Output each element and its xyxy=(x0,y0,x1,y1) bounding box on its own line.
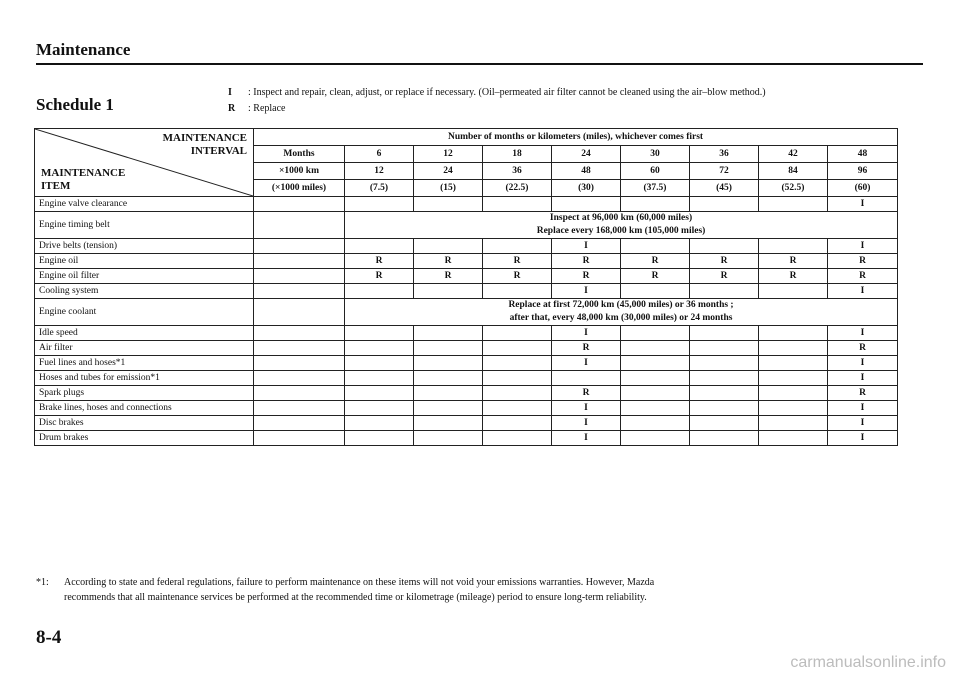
legend-replace-code: R xyxy=(228,103,236,114)
schedule-cell xyxy=(483,371,552,386)
months-value: 48 xyxy=(828,146,898,163)
schedule-cell: R xyxy=(552,341,621,356)
miles-value: (52.5) xyxy=(759,180,828,197)
schedule-cell xyxy=(621,341,690,356)
schedule-cell xyxy=(621,356,690,371)
schedule-cell xyxy=(345,371,414,386)
schedule-cell xyxy=(414,401,483,416)
schedule-cell xyxy=(483,284,552,299)
item-name: Drum brakes xyxy=(35,431,254,446)
km-label: ×1000 km xyxy=(254,163,345,180)
miles-value: (60) xyxy=(828,180,898,197)
table-row xyxy=(35,401,898,416)
item-cell-empty xyxy=(254,254,345,269)
span-note-line: after that, every 48,000 km (30,000 miles) or 24 months xyxy=(509,313,733,323)
item-cell-empty xyxy=(254,431,345,446)
item-cell-empty xyxy=(254,386,345,401)
schedule-cell xyxy=(345,341,414,356)
schedule-cell xyxy=(759,239,828,254)
schedule-cell xyxy=(621,386,690,401)
schedule-cell: R xyxy=(483,254,552,269)
legend-inspect-code: I xyxy=(228,87,232,98)
legend-inspect: I : Inspect and repair, clean, adjust, or replace if necessary. (Oil–permeated air filter cannot be cleaned using the air–blow method.) xyxy=(228,87,766,98)
schedule-cell: R xyxy=(345,269,414,284)
schedule-cell xyxy=(690,341,759,356)
schedule-cell xyxy=(759,326,828,341)
table-row xyxy=(35,239,898,254)
km-value: 24 xyxy=(414,163,483,180)
schedule-cell: I xyxy=(828,356,898,371)
item-name: Spark plugs xyxy=(35,386,254,401)
top-rule xyxy=(36,63,923,65)
schedule-cell xyxy=(621,284,690,299)
span-note-line: Replace every 168,000 km (105,000 miles) xyxy=(536,226,706,236)
schedule-cell xyxy=(621,239,690,254)
table-row xyxy=(35,299,898,326)
km-value: 48 xyxy=(552,163,621,180)
km-value: 60 xyxy=(621,163,690,180)
schedule-cell: I xyxy=(828,284,898,299)
item-name: Air filter xyxy=(35,341,254,356)
months-value: 30 xyxy=(621,146,690,163)
schedule-cell: R xyxy=(483,269,552,284)
schedule-cell xyxy=(414,386,483,401)
schedule-cell: R xyxy=(552,254,621,269)
months-value: 24 xyxy=(552,146,621,163)
schedule-cell xyxy=(759,416,828,431)
schedule-cell xyxy=(483,416,552,431)
schedule-cell: I xyxy=(828,401,898,416)
schedule-cell xyxy=(483,386,552,401)
schedule-cell xyxy=(345,386,414,401)
schedule-cell xyxy=(759,197,828,212)
item-name: Engine coolant xyxy=(35,299,254,326)
item-name: Fuel lines and hoses*1 xyxy=(35,356,254,371)
schedule-cell xyxy=(690,356,759,371)
item-cell-empty xyxy=(254,269,345,284)
schedule-cell xyxy=(414,197,483,212)
table-row xyxy=(35,212,898,239)
schedule-cell: I xyxy=(552,431,621,446)
miles-value: (37.5) xyxy=(621,180,690,197)
item-cell-empty xyxy=(254,326,345,341)
item-name: Brake lines, hoses and connections xyxy=(35,401,254,416)
item-span-note xyxy=(345,299,898,326)
schedule-cell xyxy=(690,197,759,212)
schedule-cell xyxy=(690,401,759,416)
item-name: Drive belts (tension) xyxy=(35,239,254,254)
schedule-cell: R xyxy=(828,386,898,401)
schedule-cell: R xyxy=(690,254,759,269)
schedule-cell: R xyxy=(414,254,483,269)
item-name: Cooling system xyxy=(35,284,254,299)
item-cell-empty xyxy=(254,371,345,386)
schedule-cell xyxy=(483,197,552,212)
schedule-cell xyxy=(414,356,483,371)
header-interval-label xyxy=(163,132,247,158)
schedule-cell xyxy=(759,341,828,356)
schedule-cell xyxy=(414,416,483,431)
schedule-cell: I xyxy=(828,371,898,386)
table-row xyxy=(35,269,898,284)
schedule-cell: I xyxy=(828,239,898,254)
schedule-cell xyxy=(690,284,759,299)
schedule-cell xyxy=(552,197,621,212)
schedule-cell xyxy=(345,431,414,446)
table-row xyxy=(35,416,898,431)
item-cell-empty xyxy=(254,356,345,371)
schedule-cell: I xyxy=(552,326,621,341)
schedule-cell xyxy=(690,326,759,341)
schedule-cell xyxy=(483,326,552,341)
months-value: 42 xyxy=(759,146,828,163)
schedule-cell xyxy=(621,416,690,431)
schedule-cell xyxy=(414,326,483,341)
item-cell-empty xyxy=(254,197,345,212)
months-value: 36 xyxy=(690,146,759,163)
span-note-line: Inspect at 96,000 km (60,000 miles) xyxy=(549,213,693,223)
page-number: 8-4 xyxy=(36,627,62,648)
footnote xyxy=(36,575,916,605)
schedule-cell xyxy=(759,356,828,371)
header-item-line: ITEM xyxy=(41,180,71,192)
months-value: 6 xyxy=(345,146,414,163)
item-cell-empty xyxy=(254,299,345,326)
top-header: Number of months or kilometers (miles), whichever comes first xyxy=(254,129,898,146)
schedule-cell xyxy=(345,326,414,341)
schedule-cell xyxy=(483,401,552,416)
miles-label: (×1000 miles) xyxy=(254,180,345,197)
miles-value: (30) xyxy=(552,180,621,197)
table-row xyxy=(35,284,898,299)
schedule-cell xyxy=(345,239,414,254)
schedule-cell: R xyxy=(552,386,621,401)
legend-inspect-text: Inspect and repair, clean, adjust, or replace if necessary. (Oil–permeated air filter cannot be cleaned using the air–blow method.) xyxy=(253,87,766,98)
schedule-cell: I xyxy=(552,284,621,299)
schedule-cell: R xyxy=(828,341,898,356)
table-row xyxy=(35,371,898,386)
header-item-label xyxy=(41,167,125,193)
schedule-cell xyxy=(345,416,414,431)
schedule-cell xyxy=(414,431,483,446)
schedule-title: Schedule 1 xyxy=(36,95,114,114)
header-corner xyxy=(35,129,254,197)
item-cell-empty xyxy=(254,416,345,431)
km-value: 96 xyxy=(828,163,898,180)
table-row xyxy=(35,356,898,371)
schedule-cell xyxy=(759,386,828,401)
schedule-cell xyxy=(621,326,690,341)
footnote-line-2: recommends that all maintenance services be performed at the recommended time or kilometrage (mileage) period to ensure long-term reliability. xyxy=(64,592,647,603)
schedule-cell: I xyxy=(828,197,898,212)
schedule-cell xyxy=(483,356,552,371)
table-row xyxy=(35,197,898,212)
km-value: 12 xyxy=(345,163,414,180)
schedule-cell: I xyxy=(828,326,898,341)
miles-value: (15) xyxy=(414,180,483,197)
footnote-line-1: According to state and federal regulations, failure to perform maintenance on these items will not void your emissions warranties. However, Mazda xyxy=(64,577,655,588)
km-value: 36 xyxy=(483,163,552,180)
schedule-cell xyxy=(621,431,690,446)
schedule-cell xyxy=(414,371,483,386)
table-row xyxy=(35,431,898,446)
item-name: Idle speed xyxy=(35,326,254,341)
schedule-cell xyxy=(345,197,414,212)
miles-value: (22.5) xyxy=(483,180,552,197)
schedule-cell: I xyxy=(552,356,621,371)
schedule-cell xyxy=(552,371,621,386)
item-name: Hoses and tubes for emission*1 xyxy=(35,371,254,386)
km-value: 84 xyxy=(759,163,828,180)
schedule-cell xyxy=(690,431,759,446)
table-row xyxy=(35,254,898,269)
schedule-cell xyxy=(690,416,759,431)
schedule-cell: R xyxy=(690,269,759,284)
item-name: Engine valve clearance xyxy=(35,197,254,212)
schedule-cell xyxy=(483,341,552,356)
item-cell-empty xyxy=(254,239,345,254)
section-title: Maintenance xyxy=(36,40,131,59)
item-cell-empty xyxy=(254,341,345,356)
km-value: 72 xyxy=(690,163,759,180)
schedule-cell: R xyxy=(414,269,483,284)
schedule-cell: I xyxy=(552,416,621,431)
table-row xyxy=(35,326,898,341)
schedule-cell xyxy=(345,284,414,299)
item-name: Disc brakes xyxy=(35,416,254,431)
schedule-cell xyxy=(690,239,759,254)
schedule-cell xyxy=(414,284,483,299)
table-row xyxy=(35,386,898,401)
schedule-cell xyxy=(345,401,414,416)
schedule-cell xyxy=(759,401,828,416)
header-item-line: MAINTENANCE xyxy=(41,167,126,179)
schedule-cell: I xyxy=(828,431,898,446)
maintenance-schedule-table xyxy=(34,128,898,446)
schedule-cell: R xyxy=(828,269,898,284)
schedule-cell xyxy=(345,356,414,371)
table-row xyxy=(35,341,898,356)
header-row-top xyxy=(35,129,898,146)
schedule-cell xyxy=(621,371,690,386)
schedule-cell: R xyxy=(759,254,828,269)
item-cell-empty xyxy=(254,212,345,239)
months-label: Months xyxy=(254,146,345,163)
span-note-line: Replace at first 72,000 km (45,000 miles) or 36 months ; xyxy=(508,300,734,310)
schedule-cell: I xyxy=(828,416,898,431)
header-interval-line: INTERVAL xyxy=(190,145,247,157)
months-value: 18 xyxy=(483,146,552,163)
legend-replace-text: Replace xyxy=(253,103,286,114)
item-name: Engine timing belt xyxy=(35,212,254,239)
schedule-cell: R xyxy=(828,254,898,269)
schedule-cell xyxy=(690,386,759,401)
miles-value: (7.5) xyxy=(345,180,414,197)
header-interval-line: MAINTENANCE xyxy=(162,132,247,144)
schedule-cell xyxy=(621,197,690,212)
schedule-cell: I xyxy=(552,401,621,416)
item-cell-empty xyxy=(254,284,345,299)
schedule-cell: R xyxy=(621,254,690,269)
footnote-mark: *1: xyxy=(36,577,49,588)
schedule-cell xyxy=(483,431,552,446)
schedule-cell xyxy=(690,371,759,386)
item-name: Engine oil filter xyxy=(35,269,254,284)
schedule-cell xyxy=(414,239,483,254)
item-name: Engine oil xyxy=(35,254,254,269)
schedule-cell: R xyxy=(552,269,621,284)
months-value: 12 xyxy=(414,146,483,163)
schedule-cell xyxy=(759,284,828,299)
schedule-cell: I xyxy=(552,239,621,254)
schedule-cell: R xyxy=(621,269,690,284)
schedule-cell: R xyxy=(759,269,828,284)
schedule-cell xyxy=(759,431,828,446)
schedule-cell xyxy=(759,371,828,386)
schedule-cell xyxy=(414,341,483,356)
miles-value: (45) xyxy=(690,180,759,197)
watermark: carmanualsonline.info xyxy=(790,654,946,671)
schedule-cell xyxy=(621,401,690,416)
schedule-cell xyxy=(483,239,552,254)
item-cell-empty xyxy=(254,401,345,416)
legend-replace: R : Replace xyxy=(228,103,286,114)
item-span-note xyxy=(345,212,898,239)
schedule-cell: R xyxy=(345,254,414,269)
